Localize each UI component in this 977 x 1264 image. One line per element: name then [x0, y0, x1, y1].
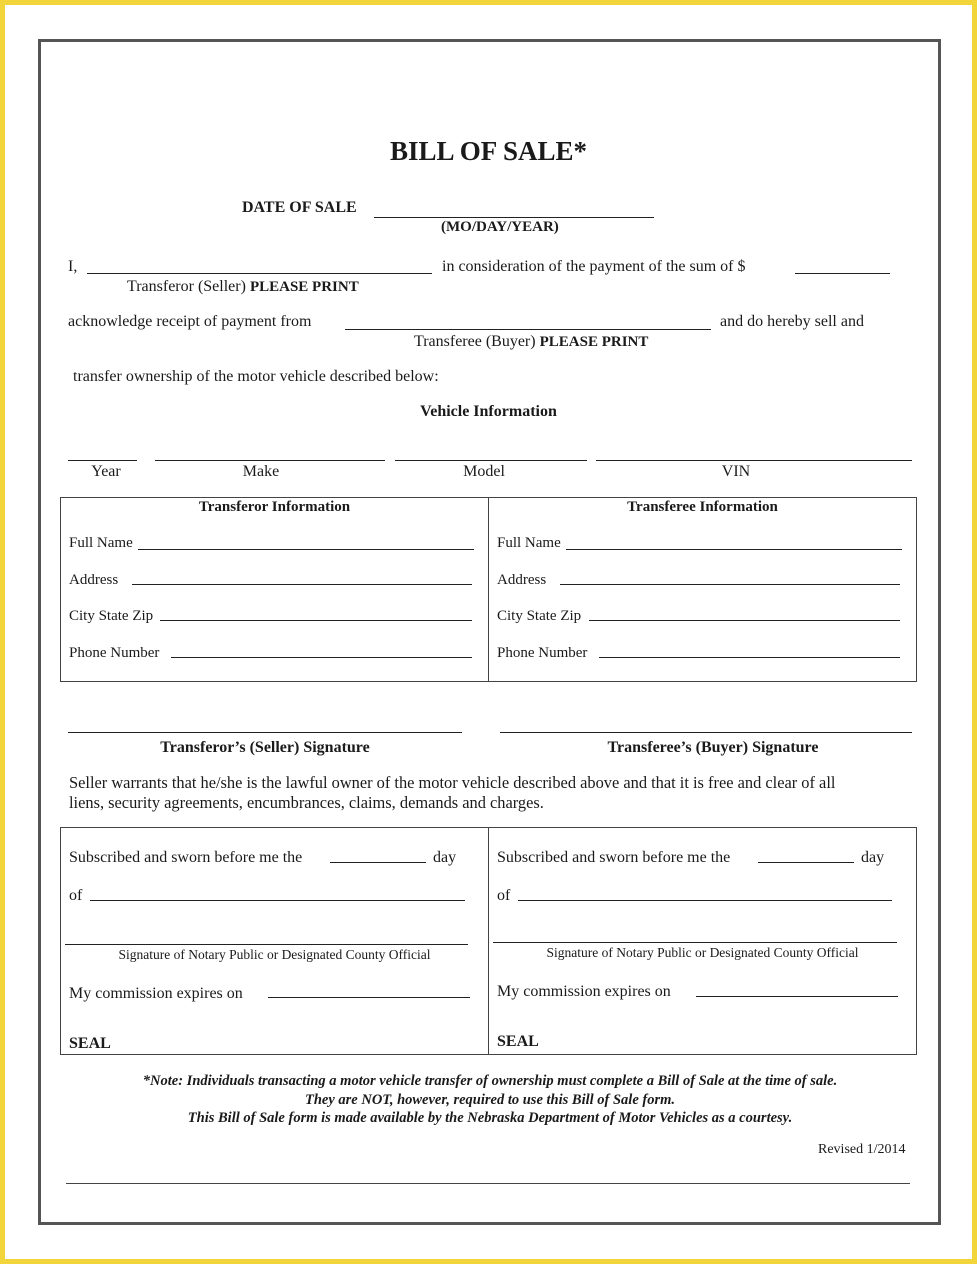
vehicle-make-label: Make — [242, 463, 280, 480]
transferee-address-field[interactable] — [560, 584, 900, 585]
date-format-hint: (MO/DAY/YEAR) — [441, 219, 559, 235]
vehicle-vin-field[interactable] — [596, 460, 912, 461]
consideration-text: in consideration of the payment of the sum of $ — [442, 258, 746, 275]
sell-text: and do hereby sell and — [720, 313, 864, 330]
footer-rule — [66, 1183, 910, 1184]
vehicle-vin-label: VIN — [721, 463, 751, 480]
transferor-phone-label: Phone Number — [69, 645, 160, 661]
seller-signature-field[interactable] — [68, 732, 462, 733]
notary-left-official-caption: Signature of Notary Public or Designated County Official — [118, 947, 431, 962]
vehicle-model-label: Model — [463, 463, 505, 480]
transferee-fullname-label: Full Name — [497, 535, 561, 551]
please-print-label: PLEASE PRINT — [539, 334, 649, 350]
please-print-label: PLEASE PRINT — [249, 279, 359, 295]
transferee-fullname-field[interactable] — [566, 549, 902, 550]
transferor-address-field[interactable] — [132, 584, 472, 585]
vehicle-year-field[interactable] — [68, 460, 137, 461]
vehicle-year-label: Year — [91, 463, 121, 480]
page-title: BILL OF SALE* — [389, 136, 588, 166]
date-of-sale-field[interactable] — [374, 217, 654, 218]
transferor-info-heading: Transferor Information — [198, 499, 351, 515]
warranty-line-1: Seller warrants that he/she is the lawful owner of the motor vehicle described above and that it is free and clear of all — [69, 773, 836, 792]
notary-right-day-label: day — [861, 849, 885, 866]
transferor-phone-field[interactable] — [171, 657, 472, 658]
vehicle-make-field[interactable] — [155, 460, 385, 461]
notary-right-of-label: of — [497, 887, 511, 904]
notary-right-day-field[interactable] — [758, 862, 854, 863]
transferee-citystatezip-label: City State Zip — [497, 608, 582, 624]
notary-left-official-signature-field[interactable] — [65, 944, 468, 945]
transferee-caption — [414, 333, 648, 351]
transferor-citystatezip-field[interactable] — [160, 620, 472, 621]
notary-left-day-field[interactable] — [330, 862, 426, 863]
transferee-info-heading: Transferee Information — [627, 499, 778, 515]
notary-left-month-field[interactable] — [90, 900, 465, 901]
notary-right-official-signature-field[interactable] — [493, 942, 897, 943]
notary-left-day-label: day — [433, 849, 457, 866]
notary-left-subscribed: Subscribed and sworn before me the — [69, 849, 303, 866]
footer-note-line-1: *Note: Individuals transacting a motor vehicle transfer of ownership must complete a Bill of Sale at the time of sale. — [142, 1073, 838, 1089]
footer-note-line-2: They are NOT, however, required to use this Bill of Sale form. — [304, 1092, 676, 1108]
party-info-divider — [488, 497, 489, 681]
vehicle-info-heading: Vehicle Information — [420, 403, 557, 420]
payment-amount-field[interactable] — [795, 273, 890, 274]
transfer-text: transfer ownership of the motor vehicle described below: — [73, 368, 439, 385]
transferee-phone-label: Phone Number — [497, 645, 588, 661]
i-prefix: I, — [68, 258, 78, 275]
footer-note-line-3: This Bill of Sale form is made available by the Nebraska Department of Motor Vehicles as a courtesy. — [187, 1110, 793, 1126]
transferor-fullname-label: Full Name — [69, 535, 133, 551]
seller-signature-label: Transferor’s (Seller) Signature — [160, 739, 370, 756]
transferee-address-label: Address — [497, 572, 547, 588]
transferee-citystatezip-field[interactable] — [589, 620, 900, 621]
buyer-signature-label: Transferee’s (Buyer) Signature — [607, 739, 819, 756]
acknowledge-text: acknowledge receipt of payment from — [68, 313, 312, 330]
notary-right-official-caption: Signature of Notary Public or Designated County Official — [546, 945, 859, 960]
notary-left-commission-field[interactable] — [268, 997, 470, 998]
notary-right-seal-label: SEAL — [497, 1033, 539, 1050]
notary-right-commission-field[interactable] — [696, 996, 898, 997]
notary-divider — [488, 827, 489, 1054]
vehicle-model-field[interactable] — [395, 460, 587, 461]
transferee-caption-text: Transferee (Buyer) — [414, 333, 536, 350]
transferor-address-label: Address — [69, 572, 119, 588]
notary-left-seal-label: SEAL — [69, 1035, 111, 1052]
transferor-caption — [127, 278, 359, 296]
notary-left-of-label: of — [69, 887, 83, 904]
transferor-caption-text: Transferor (Seller) — [127, 278, 246, 295]
transferor-name-field[interactable] — [87, 273, 432, 274]
transferor-citystatezip-label: City State Zip — [69, 608, 154, 624]
transferor-fullname-field[interactable] — [138, 549, 474, 550]
transferee-name-field[interactable] — [345, 329, 711, 330]
notary-left-commission-label: My commission expires on — [69, 985, 243, 1002]
notary-right-subscribed: Subscribed and sworn before me the — [497, 849, 731, 866]
date-of-sale-label: DATE OF SALE — [242, 199, 357, 216]
notary-right-month-field[interactable] — [518, 900, 892, 901]
buyer-signature-field[interactable] — [500, 732, 912, 733]
notary-right-commission-label: My commission expires on — [497, 983, 671, 1000]
warranty-line-2: liens, security agreements, encumbrances, claims, demands and charges. — [69, 793, 544, 812]
transferee-phone-field[interactable] — [599, 657, 900, 658]
revised-date: Revised 1/2014 — [818, 1142, 906, 1157]
